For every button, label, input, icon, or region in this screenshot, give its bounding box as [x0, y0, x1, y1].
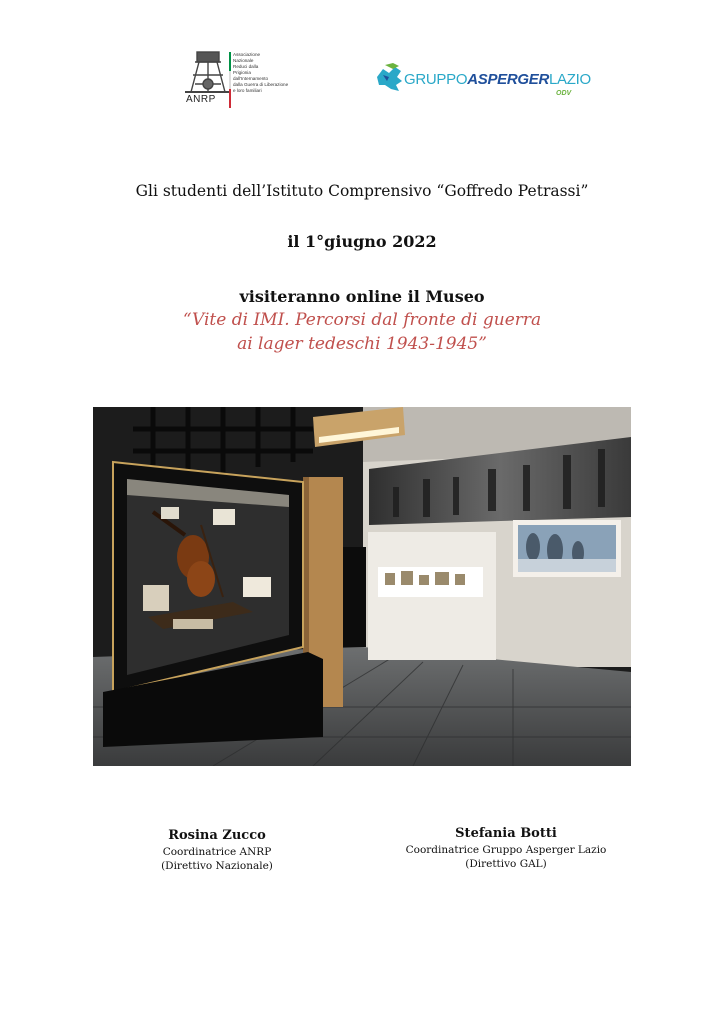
signature-rosina-zucco: [117, 828, 317, 873]
lazio-region-icon: [377, 63, 402, 91]
students-line: Gli studenti dell’Istituto Comprensivo “Goffredo Petrassi”: [135, 182, 589, 200]
signatory-org: (Direttivo GAL): [465, 858, 547, 870]
signatory-role: Coordinatrice Gruppo Asperger Lazio: [405, 844, 607, 856]
anrp-logo-label: ANRP: [186, 94, 216, 105]
italian-flag-bar: [229, 52, 231, 108]
gal-odv-suffix: ODV: [556, 90, 572, 97]
gal-logo-text: GRUPPOASPERGERLAZIO: [404, 71, 591, 88]
museum-title-line-2: ai lager tedeschi 1943-1945”: [237, 334, 487, 354]
watchtower-icon: [185, 52, 231, 92]
signatory-name: Stefania Botti: [455, 826, 557, 841]
signatory-org: (Direttivo Nazionale): [161, 860, 273, 872]
signatory-role: Coordinatrice ANRP: [162, 846, 272, 858]
date-line: il 1°giugno 2022: [287, 232, 437, 251]
visit-line: visiteranno online il Museo: [239, 287, 485, 306]
museum-title-line-1: “Vite di IMI. Percorsi dal fronte di guerra: [182, 310, 542, 330]
museum-exhibition-photo: [93, 407, 631, 766]
signature-stefania-botti: [390, 826, 622, 871]
anrp-description: Associazione Nazionale Reduci dalla Prigionia dall'Internamento dalla Guerra di Liberazione e loro familiari: [233, 52, 289, 93]
signatory-name: Rosina Zucco: [168, 828, 266, 843]
